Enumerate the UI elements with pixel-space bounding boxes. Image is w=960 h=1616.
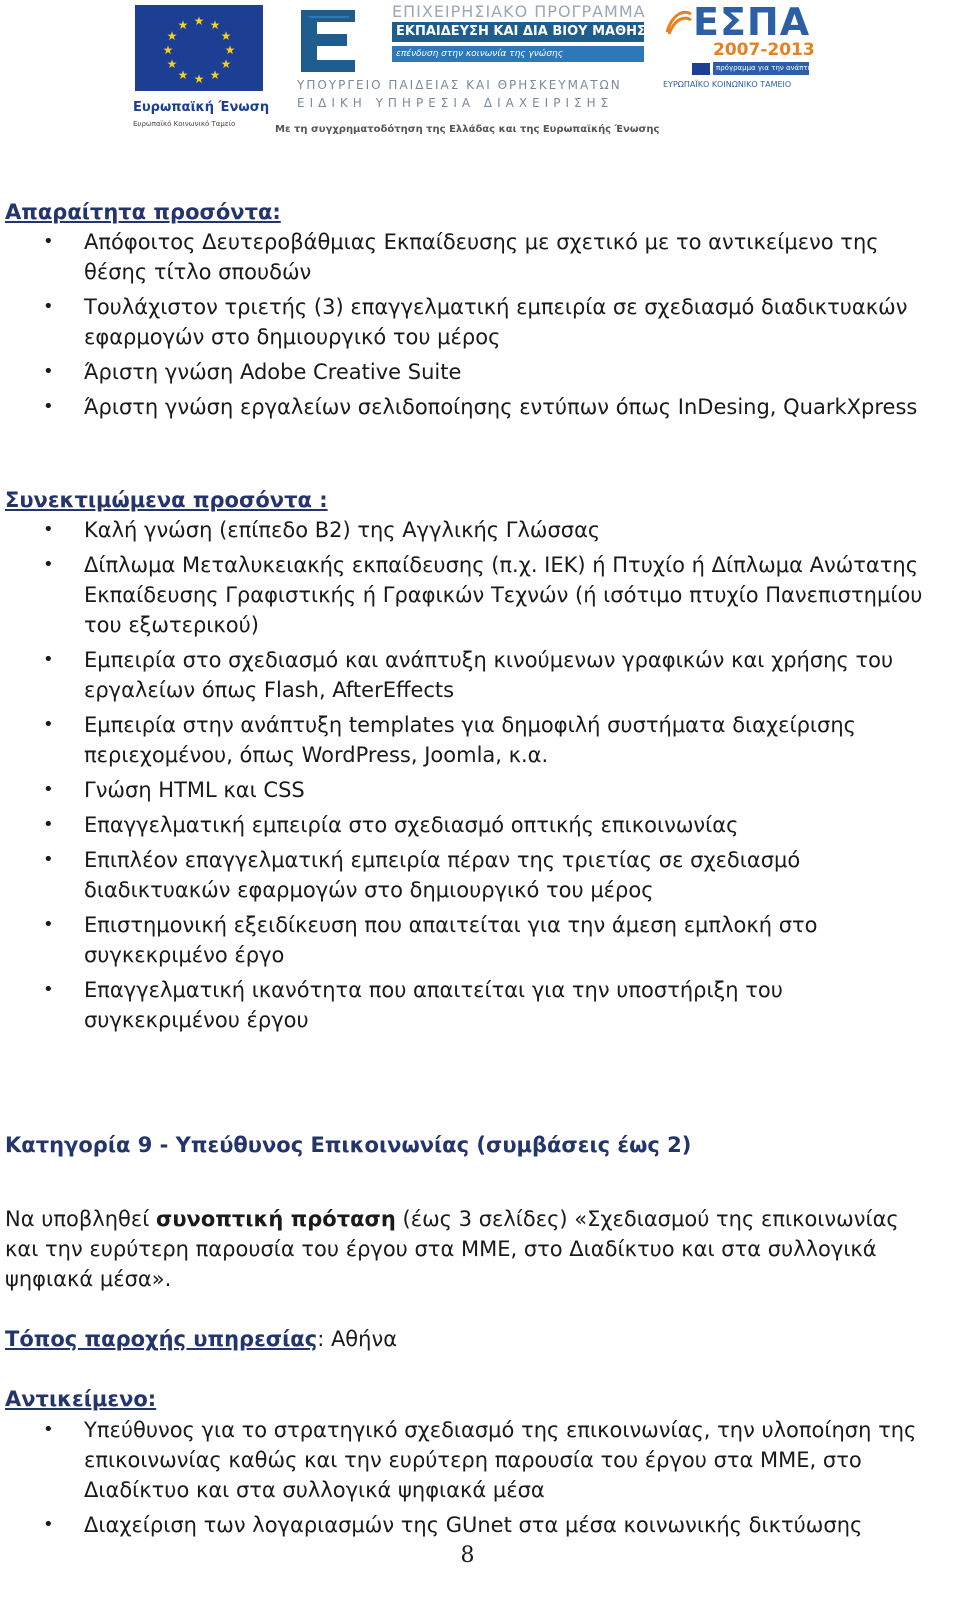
espa-tagline: πρόγραμμα για την ανάπτυξη [713, 62, 809, 75]
op-title-line2: ΕΚΠΑΙΔΕΥΣΗ ΚΑΙ ΔΙΑ ΒΙΟΥ ΜΑΘΗΣΗ [392, 22, 644, 42]
bullet-icon: • [43, 554, 54, 575]
svg-text:★: ★ [166, 29, 178, 43]
required-heading: Απαραίτητα προσόντα: [5, 200, 281, 224]
espa-years: 2007-2013 [713, 40, 815, 60]
bullet-icon: • [43, 396, 54, 417]
list-item: • Επιστημονική εξειδίκευση που απαιτείται για την άμεση εμπλοκή στο συγκεκριμένο έργο [5, 910, 935, 970]
svg-text:★: ★ [209, 68, 221, 82]
bullet-icon: • [43, 519, 54, 540]
object-list [5, 1415, 935, 1540]
bullet-icon: • [43, 779, 54, 800]
object-heading: Αντικείμενο: [5, 1387, 157, 1411]
list-item: • Διαχείριση των λογαριασμών της GUnet στα μέσα κοινωνικής δικτύωσης [5, 1510, 935, 1540]
svg-text:★: ★ [162, 43, 174, 57]
bullet-icon: • [43, 1419, 54, 1440]
service-location: Τόπος παροχής υπηρεσίας: Αθήνα [5, 1327, 398, 1351]
bullet-icon: • [43, 296, 54, 317]
bullet-icon: • [43, 849, 54, 870]
list-item: • Επαγγελματική ικανότητα που απαιτείται για την υποστήριξη του συγκεκριμένου έργου [5, 975, 935, 1035]
svg-text:★: ★ [193, 72, 205, 86]
op-title-line3: επένδυση στην κοινωνία της γνώσης [392, 46, 644, 62]
bullet-icon: • [43, 1514, 54, 1535]
proposal-paragraph: Να υποβληθεί συνοπτική πρόταση (έως 3 σελίδες) «Σχεδιασμού της επικοινωνίας και την ευρύτερη παρουσία του έργου στα ΜΜΕ, στο Διαδίκτυο και στα συλλογικά ψηφιακά μέσα». [5, 1207, 899, 1291]
espa-eu-flag-icon [692, 63, 710, 75]
list-item: • Επαγγελματική εμπειρία στο σχεδιασμό οπτικής επικοινωνίας [5, 810, 935, 840]
list-item: • Άριστη γνώση εργαλείων σελιδοποίησης εντύπων όπως InDesing, QuarkXpress [5, 392, 935, 422]
list-item: • Επιπλέον επαγγελματική εμπειρία πέραν της τριετίας σε σχεδιασμό διαδικτυακών εφαρμογών στο δημιουργικό του μέρος [5, 845, 935, 905]
bullet-icon: • [43, 714, 54, 735]
espa-swirl-icon [665, 8, 693, 36]
espa-fund-label: ΕΥΡΩΠΑΪΚΟ ΚΟΙΝΩΝΙΚΟ ΤΑΜΕΙΟ [663, 80, 792, 89]
op-title-line1: ΕΠΙΧΕΙΡΗΣΙΑΚΟ ΠΡΟΓΡΑΜΜΑ [392, 2, 646, 21]
svg-text:★: ★ [177, 18, 189, 32]
eu-sub-label: Ευρωπαϊκό Κοινωνικό Ταμείο [133, 120, 236, 128]
bullet-icon: • [43, 979, 54, 1000]
required-list [5, 227, 935, 422]
list-item: • Εμπειρία στο σχεδιασμό και ανάπτυξη κινούμενων γραφικών και χρήσης του εργαλείων όπως Flash, AfterEffects [5, 645, 935, 705]
svg-text:★: ★ [209, 18, 221, 32]
category-heading: Κατηγορία 9 - Υπεύθυνος Επικοινωνίας (συμβάσεις έως 2) [5, 1133, 692, 1157]
preferred-heading: Συνεκτιμώμενα προσόντα : [5, 488, 328, 512]
list-item: • Εμπειρία στην ανάπτυξη templates για δημοφιλή συστήματα διαχείρισης περιεχομένου, όπως WordPress, Joomla, κ.α. [5, 710, 935, 770]
list-item: • Τουλάχιστον τριετής (3) επαγγελματική εμπειρία σε σχεδιασμό διαδικτυακών εφαρμογών στο δημιουργικό του μέρος [5, 292, 935, 352]
bullet-icon: • [43, 914, 54, 935]
espa-logo-text: ΕΣΠΑ [693, 0, 811, 44]
eu-label: Ευρωπαϊκή Ένωση [133, 100, 270, 115]
svg-text:★: ★ [177, 68, 189, 82]
bullet-icon: • [43, 814, 54, 835]
svg-text:★: ★ [224, 43, 236, 57]
preferred-list [5, 515, 935, 1035]
list-item: • Γνώση HTML και CSS [5, 775, 935, 805]
list-item: • Άριστη γνώση Adobe Creative Suite [5, 357, 935, 387]
list-item: • Απόφοιτος Δευτεροβάθμιας Εκπαίδευσης με σχετικό με το αντικείμενο της θέσης τίτλο σπουδών [5, 227, 935, 287]
bullet-icon: • [43, 649, 54, 670]
list-item: • Καλή γνώση (επίπεδο Β2) της Αγγλικής Γλώσσας [5, 515, 935, 545]
header-logos [0, 0, 960, 150]
cofund-label: Με τη συγχρηματοδότηση της Ελλάδας και της Ευρωπαϊκής Ένωσης [275, 124, 660, 135]
eu-flag-logo [135, 5, 263, 91]
list-item: • Υπεύθυνος για το στρατηγικό σχεδιασμό της επικοινωνίας, την υλοποίηση της επικοινωνίας καθώς και την ευρύτερη παρουσία του έργου στα ΜΜΕ, στο Διαδίκτυο και στα συλλογικά ψηφιακά μέσα [5, 1415, 935, 1505]
page-number: 8 [460, 1543, 475, 1568]
svg-text:★: ★ [166, 57, 178, 71]
svg-text:★: ★ [193, 14, 205, 28]
svg-text:★: ★ [220, 29, 232, 43]
svg-text:★: ★ [220, 57, 232, 71]
ministry-line1: ΥΠΟΥΡΓΕΙΟ ΠΑΙΔΕΙΑΣ ΚΑΙ ΘΡΗΣΚΕΥΜΑΤΩΝ [297, 78, 622, 92]
list-item: • Δίπλωμα Μεταλυκειακής εκπαίδευσης (π.χ. ΙΕΚ) ή Πτυχίο ή Δίπλωμα Ανώτατης Εκπαίδευσης Γραφιστικής ή Γραφικών Τεχνών (ή ισότιμο πτυχίο Πανεπιστημίου του εξωτερικού) [5, 550, 935, 640]
ministry-line2: ΕΙΔΙΚΗ ΥΠΗΡΕΣΙΑ ΔΙΑΧΕΙΡΙΣΗΣ [297, 96, 614, 110]
bullet-icon: • [43, 361, 54, 382]
bullet-icon: • [43, 231, 54, 252]
